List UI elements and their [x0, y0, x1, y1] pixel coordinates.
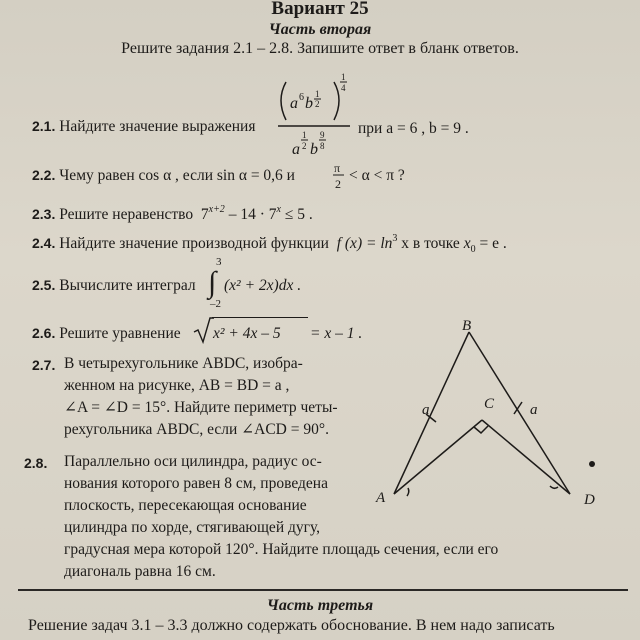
svg-text:2: 2 [335, 177, 341, 191]
vertex-label-D: D [584, 492, 595, 508]
task-2-1 [32, 118, 255, 136]
svg-text:1: 1 [315, 89, 320, 99]
task-text: Решите уравнение [59, 325, 181, 342]
angle-A-arc [407, 488, 409, 496]
task-text: Найдите значение производной функции [59, 235, 329, 252]
task-number: 2.5. [32, 277, 56, 293]
text-line: Параллельно оси цилиндра, радиус ос- [64, 453, 322, 470]
task-number: 2.2. [32, 167, 56, 183]
text-line: цилиндра по хорде, стягивающей дугу, [64, 519, 321, 536]
task-2-2 [32, 167, 295, 185]
side-BD [469, 332, 570, 494]
task-text: Найдите значение выражения [59, 118, 256, 135]
svg-text:9: 9 [320, 130, 325, 140]
tick-BD [514, 402, 522, 414]
task-2-2-condition: < α < π ? [349, 167, 405, 184]
integrand: (x² + 2x)dx . [224, 277, 302, 294]
text-line: В четырехугольнике ABDC, изобра- [64, 355, 303, 372]
pi-over-2-fraction [332, 160, 346, 194]
text-line: диагональ равна 16 см. [64, 563, 216, 580]
vertex-label-C: C [484, 396, 495, 412]
side-label-a-right: a [530, 402, 538, 418]
svg-text:2: 2 [315, 99, 320, 109]
integral-upper-limit: 3 [216, 256, 222, 268]
task-2-5 [32, 277, 196, 295]
instructions: Решите задания 2.1 – 2.8. Запишите ответ в бланк ответов. [121, 40, 519, 57]
task-2-3: 2.3. Решите неравенство $7^{x+2} - 14 \cdot 7^x \le 5$ . [32, 204, 313, 223]
svg-text:1: 1 [341, 72, 346, 82]
point-value: = e . [479, 235, 507, 252]
side-CD [482, 420, 570, 494]
task-2-6 [32, 325, 181, 343]
task-2-1-condition: при a = 6 , b = 9 . [358, 120, 469, 137]
svg-text:6: 6 [299, 92, 304, 103]
function-mid: x в точке [401, 235, 460, 252]
task-number-2-8: 2.8. [24, 455, 48, 471]
angle-D-arc [550, 486, 558, 488]
vertex-label-A: A [376, 490, 386, 506]
text-line: плоскость, пересекающая основание [64, 497, 307, 514]
expr-part: ≤ 5 . [284, 206, 313, 223]
equation-rhs: = x – 1 . [310, 325, 363, 342]
text-line: женном на рисунке, AB = BD = a , [64, 377, 290, 394]
solution-instructions: Решение задач 3.1 – 3.3 должно содержать обоснование. В нем надо записать [28, 617, 555, 634]
text-line: ∠A = ∠D = 15°. Найдите периметр четы- [64, 399, 338, 416]
svg-text:b: b [305, 95, 313, 112]
variant-title: Вариант 25 [271, 0, 369, 19]
svg-text:1: 1 [302, 130, 307, 140]
svg-text:a: a [290, 95, 298, 112]
task-text: Чему равен cos α , если sin α = 0,6 и [59, 167, 295, 184]
svg-text:b: b [310, 141, 318, 158]
expr-part: – 14 · 7 [228, 206, 277, 223]
task-text: Вычислите интеграл [59, 277, 196, 294]
text-line: рехугольника ABDC, если ∠ACD = 90°. [64, 421, 329, 438]
svg-text:8: 8 [320, 141, 325, 151]
integral-lower-limit: –2 [210, 298, 221, 310]
function-expr: f (x) = ln [336, 235, 393, 252]
part-two-heading: Часть вторая [268, 21, 372, 38]
svg-text:π: π [334, 161, 341, 175]
task-number: 2.6. [32, 325, 56, 341]
task-number: 2.4. [32, 235, 56, 251]
integral-sign: ∫ [208, 266, 217, 299]
svg-text:4: 4 [341, 83, 346, 93]
vertex-label-B: B [462, 318, 472, 334]
svg-text:a: a [292, 141, 300, 158]
section-divider [18, 589, 628, 591]
svg-text:2: 2 [302, 141, 307, 151]
text-line: градусная мера которой 120°. Найдите площадь сечения, если его [64, 541, 499, 558]
sqrt-sign [192, 316, 214, 344]
sqrt-bar [212, 317, 308, 318]
task-number: 2.1. [32, 118, 56, 134]
expression-2-1 [272, 70, 362, 162]
task-number-2-7: 2.7. [32, 357, 56, 373]
side-AB [394, 332, 469, 494]
side-AC [394, 420, 482, 494]
task-2-7-text [64, 353, 384, 441]
point-var: x [463, 235, 471, 252]
side-label-a-left: a [422, 402, 430, 418]
task-2-4: 2.4. Найдите значение производной функции f $(x) = \ln^3 x$ в точке $x_0 = e$ . [32, 233, 507, 255]
dot-mark [589, 461, 595, 467]
right-angle-mark [474, 426, 488, 433]
text-line: нования которого равен 8 см, проведена [64, 475, 328, 492]
part-three-heading: Часть третья [266, 597, 374, 614]
task-text: Решите неравенство [59, 206, 194, 223]
task-number: 2.3. [32, 206, 56, 222]
quadrilateral-figure [370, 318, 610, 518]
radicand: x² + 4x – 5 [213, 325, 281, 342]
